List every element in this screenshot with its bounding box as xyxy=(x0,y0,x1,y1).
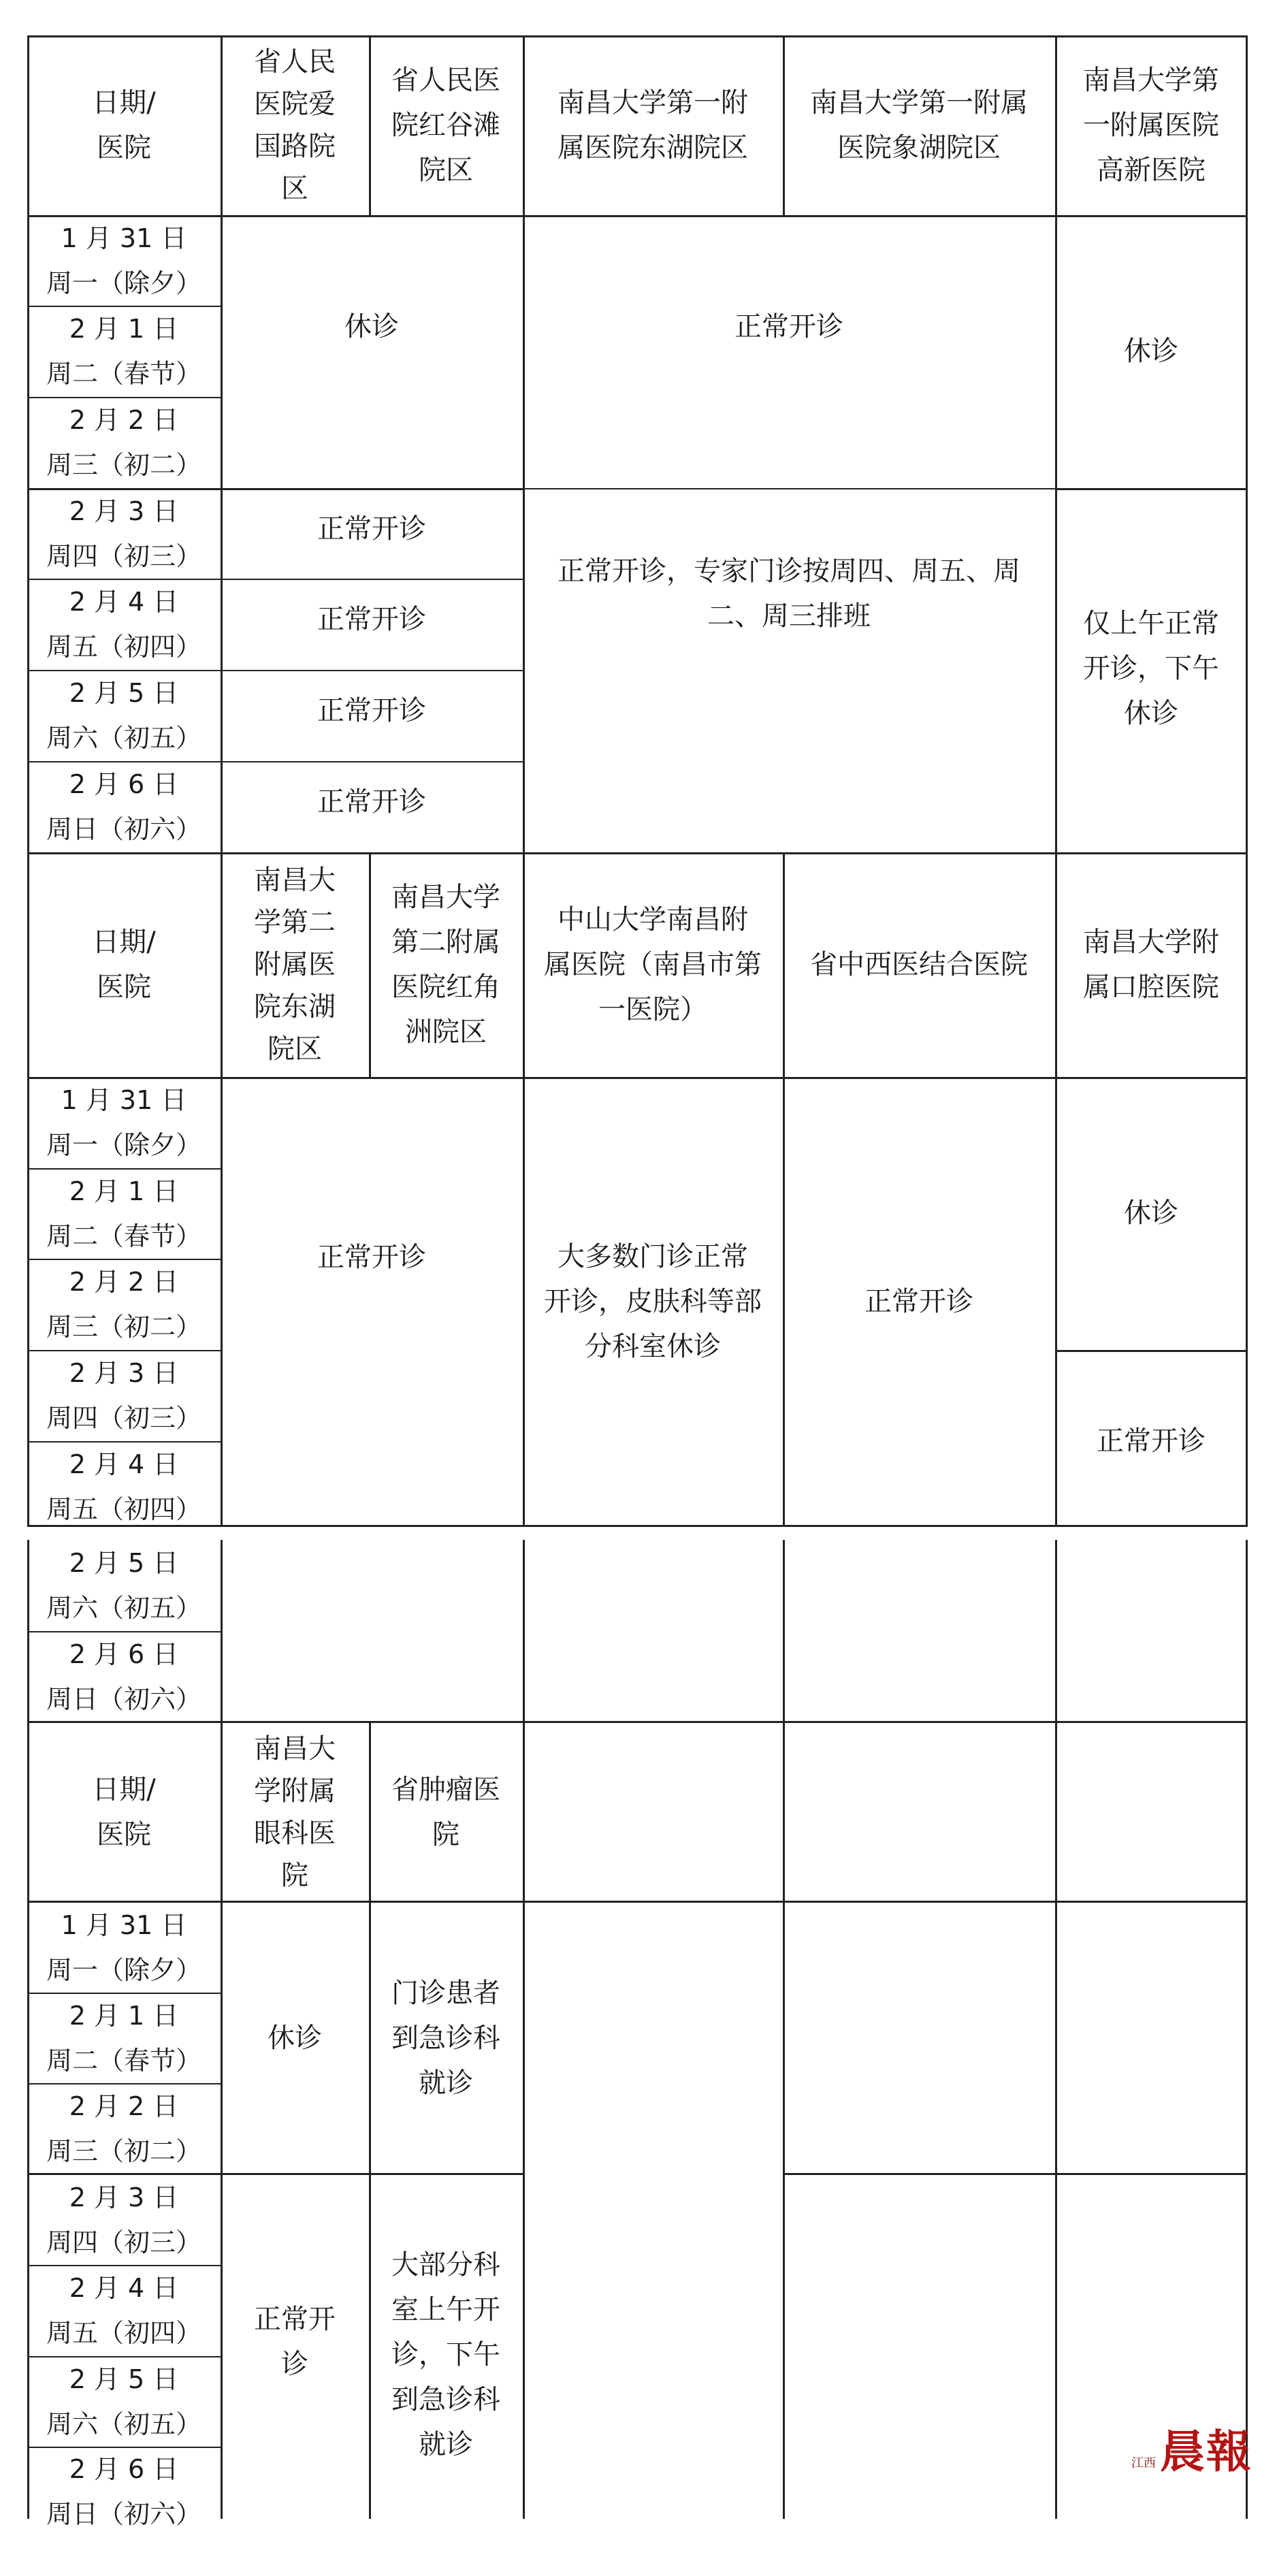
grid-line xyxy=(1246,35,1248,1526)
status-cell: 休诊 xyxy=(1124,336,1178,367)
status-cell: 大部分科 室上午开 诊，下午 到急诊科 就诊 xyxy=(391,2249,500,2460)
status-cell: 仅上午正常 开诊，下午 休诊 xyxy=(1083,608,1219,729)
status-cell: 门诊患者 到急诊科 就诊 xyxy=(391,1978,500,2099)
grid-line xyxy=(221,1540,223,2519)
grid-line xyxy=(369,1722,371,2519)
grid-line xyxy=(27,670,523,671)
date-cell: 2 月 4 日 周五（初四） xyxy=(46,587,201,662)
hospital-header: 省人民医 院红谷滩 院区 xyxy=(391,65,500,186)
status-cell: 正常开诊，专家门诊按周四、周五、周 二、周三排班 xyxy=(557,556,1020,632)
grid-line xyxy=(27,2173,523,2175)
hospital-header: 南昌大 学附属 眼科医 院 xyxy=(254,1733,336,1891)
status-cell: 正常开诊 xyxy=(1097,1425,1206,1457)
grid-line xyxy=(27,1525,1248,1527)
grid-line xyxy=(27,1168,221,1170)
grid-line xyxy=(27,488,523,490)
grid-line xyxy=(27,306,221,307)
status-cell: 正常开诊 xyxy=(317,604,426,635)
hospital-header: 省肿瘤医 院 xyxy=(391,1774,500,1850)
status-cell: 正常开 诊 xyxy=(254,2304,336,2380)
grid-line xyxy=(783,852,785,1526)
grid-line xyxy=(369,35,371,215)
grid-line xyxy=(523,35,525,1526)
date-cell: 2 月 5 日 周六（初五） xyxy=(46,2364,201,2439)
grid-line xyxy=(27,35,29,1526)
grid-line xyxy=(27,35,1248,37)
date-cell: 2 月 6 日 周日（初六） xyxy=(46,2454,201,2529)
status-cell: 正常开诊 xyxy=(734,311,843,342)
date-cell: 2 月 5 日 周六（初五） xyxy=(46,1548,201,1623)
date-cell: 1 月 31 日 周一（除夕） xyxy=(46,223,201,298)
hospital-header: 省人民 医院爱 国路院 区 xyxy=(254,46,336,204)
grid-line xyxy=(27,2447,221,2448)
status-cell: 休诊 xyxy=(268,2023,322,2054)
status-cell: 大多数门诊正常 开诊，皮肤科等部 分科室休诊 xyxy=(544,1241,762,1362)
status-cell: 正常开诊 xyxy=(317,1242,426,1273)
grid-line xyxy=(369,852,371,1077)
grid-line xyxy=(27,397,221,398)
grid-line xyxy=(1055,488,1248,490)
grid-line xyxy=(221,35,223,1526)
date-cell: 2 月 6 日 周日（初六） xyxy=(46,769,201,844)
hospital-header: 南昌大学第一附 属医院东湖院区 xyxy=(557,87,748,163)
grid-line xyxy=(523,1540,525,2519)
hospital-header: 南昌大 学第二 附属医 院东湖 院区 xyxy=(254,865,336,1065)
date-cell: 2 月 2 日 周三（初二） xyxy=(46,1267,201,1342)
grid-line xyxy=(27,1350,221,1351)
header-date-hospital: 日期/ 医院 xyxy=(92,927,156,1003)
grid-line xyxy=(27,2356,221,2357)
date-cell: 2 月 2 日 周三（初二） xyxy=(46,2091,201,2166)
date-cell: 2 月 5 日 周六（初五） xyxy=(46,678,201,753)
grid-line xyxy=(1055,1540,1057,2519)
date-cell: 2 月 1 日 周二（春节） xyxy=(46,2000,201,2076)
date-cell: 1 月 31 日 周一（除夕） xyxy=(46,1910,201,1985)
grid-line xyxy=(27,1901,1248,1903)
grid-line xyxy=(27,1077,1248,1079)
grid-line xyxy=(523,488,1055,489)
grid-line xyxy=(27,761,523,762)
date-cell: 2 月 3 日 周四（初三） xyxy=(46,496,201,571)
hospital-header: 中山大学南昌附 属医院（南昌市第 一医院） xyxy=(544,904,762,1025)
grid-line xyxy=(783,1540,785,2519)
hospital-header: 南昌大学附 属口腔医院 xyxy=(1083,927,1219,1003)
hospital-header: 省中西医结合医院 xyxy=(810,949,1028,980)
date-cell: 1 月 31 日 周一（除夕） xyxy=(46,1085,201,1160)
status-cell: 正常开诊 xyxy=(317,695,426,726)
grid-line xyxy=(783,35,785,215)
grid-line xyxy=(27,2083,221,2084)
hospital-header: 南昌大学 第二附属 医院红角 洲院区 xyxy=(391,882,500,1048)
status-cell: 休诊 xyxy=(344,311,399,342)
watermark-logo xyxy=(1131,2415,1252,2480)
date-cell: 2 月 1 日 周二（春节） xyxy=(46,314,201,389)
status-cell: 休诊 xyxy=(1124,1197,1178,1229)
grid-line xyxy=(1246,1540,1248,2519)
hospital-header: 南昌大学第一附属 医院象湖院区 xyxy=(810,87,1028,163)
grid-line xyxy=(27,852,1248,854)
date-cell: 2 月 3 日 周四（初三） xyxy=(46,1358,201,1433)
grid-line xyxy=(1055,35,1057,1526)
status-cell: 正常开诊 xyxy=(864,1286,973,1317)
status-cell: 正常开诊 xyxy=(317,513,426,545)
grid-line xyxy=(27,1721,1248,1723)
grid-line xyxy=(1055,1350,1248,1352)
date-cell: 2 月 1 日 周二（春节） xyxy=(46,1176,201,1251)
grid-line xyxy=(27,2265,221,2266)
grid-line xyxy=(27,1441,221,1443)
grid-line xyxy=(27,1259,221,1260)
date-cell: 2 月 3 日 周四（初三） xyxy=(46,2182,201,2257)
watermark-brand-text: 晨報 xyxy=(1160,2425,1252,2478)
watermark-small-text: 江西 xyxy=(1131,2456,1156,2470)
grid-line xyxy=(27,1631,221,1632)
grid-line xyxy=(27,579,523,580)
date-cell: 2 月 2 日 周三（初二） xyxy=(46,405,201,480)
grid-line xyxy=(27,215,1248,217)
status-cell: 正常开诊 xyxy=(317,786,426,818)
date-cell: 2 月 4 日 周五（初四） xyxy=(46,2273,201,2348)
grid-line xyxy=(783,2173,1248,2175)
date-cell: 2 月 4 日 周五（初四） xyxy=(46,1449,201,1524)
header-date-hospital: 日期/ 医院 xyxy=(92,1774,156,1850)
header-date-hospital: 日期/ 医院 xyxy=(92,87,156,163)
date-cell: 2 月 6 日 周日（初六） xyxy=(46,1639,201,1714)
grid-line xyxy=(27,1993,221,1994)
hospital-header: 南昌大学第 一附属医院 高新医院 xyxy=(1083,65,1219,186)
grid-line xyxy=(27,1540,29,2519)
